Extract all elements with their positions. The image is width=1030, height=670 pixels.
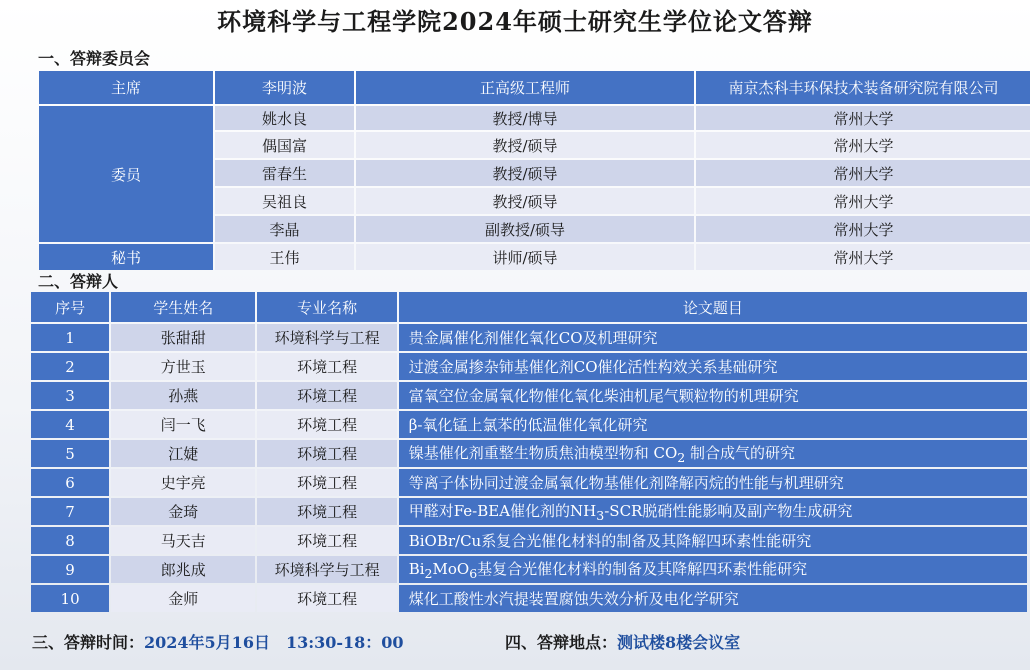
row-name: 孙燕	[111, 382, 255, 409]
row-major: 环境工程	[257, 469, 396, 496]
row-no: 3	[31, 382, 109, 409]
table-row	[31, 498, 1027, 525]
table-row	[31, 353, 1027, 380]
member-org: 常州大学	[696, 160, 1030, 186]
row-no: 2	[31, 353, 109, 380]
table-row	[31, 382, 1027, 409]
member-name: 偶国富	[215, 132, 354, 158]
table-row	[31, 411, 1027, 438]
chair-name: 李明波	[215, 71, 354, 104]
member-name: 李晶	[215, 216, 354, 242]
table-row	[31, 324, 1027, 351]
table-row	[31, 469, 1027, 496]
topic-subscript: 6	[469, 566, 478, 581]
row-name: 方世玉	[111, 353, 255, 380]
member-position: 教授/硕导	[356, 132, 694, 158]
member-position: 教授/硕导	[356, 188, 694, 214]
row-no: 8	[31, 527, 109, 554]
defenders-heading: 二、答辩人	[38, 272, 119, 291]
row-major: 环境工程	[257, 527, 396, 554]
secretary-name: 王伟	[215, 244, 354, 270]
member-name: 雷春生	[215, 160, 354, 186]
place-label: 四、答辩地点：	[505, 633, 618, 652]
row-topic: 过渡金属掺杂铈基催化剂CO催化活性构效关系基础研究	[399, 353, 1027, 380]
header-name: 学生姓名	[111, 292, 255, 322]
time-value: 2024年5月16日 13:30-18：00	[144, 633, 404, 652]
topic-subscript: 3	[596, 508, 605, 523]
member-row	[39, 106, 1030, 130]
time-label: 三、答辩时间：	[32, 633, 145, 652]
topic-text: 制合成气的研究	[685, 444, 795, 462]
chair-role: 主席	[39, 71, 213, 104]
topic-text: -SCR脱硝性能影响及副产物生成研究	[604, 502, 853, 520]
place-value: 测试楼8楼会议室	[617, 633, 741, 652]
row-topic: BiOBr/Cu系复合光催化材料的制备及其降解四环素性能研究	[399, 527, 1027, 554]
chair-row	[39, 71, 1030, 104]
member-position: 教授/硕导	[356, 160, 694, 186]
secretary-org: 常州大学	[696, 244, 1030, 270]
secretary-position: 讲师/硕导	[356, 244, 694, 270]
topic-subscript: 2	[424, 566, 433, 581]
row-topic	[399, 556, 1027, 583]
row-no: 1	[31, 324, 109, 351]
table-row	[31, 527, 1027, 554]
row-name: 郎兆成	[111, 556, 255, 583]
row-major: 环境工程	[257, 382, 396, 409]
member-name: 吴祖良	[215, 188, 354, 214]
row-name: 史宇亮	[111, 469, 255, 496]
chair-position: 正高级工程师	[356, 71, 694, 104]
topic-text: 甲醛对Fe-BEA催化剂的NH	[408, 502, 597, 520]
row-major: 环境工程	[257, 585, 396, 612]
member-position: 副教授/硕导	[356, 216, 694, 242]
topic-text: Bi	[408, 560, 425, 578]
chair-org: 南京杰科丰环保技术装备研究院有限公司	[696, 71, 1030, 104]
member-org: 常州大学	[696, 132, 1030, 158]
row-no: 7	[31, 498, 109, 525]
table-row	[31, 585, 1027, 612]
header-row	[31, 292, 1027, 322]
row-name: 江婕	[111, 440, 255, 467]
member-name: 姚水良	[215, 106, 354, 130]
header-topic: 论文题目	[399, 292, 1027, 322]
table-row	[31, 440, 1027, 467]
row-major: 环境工程	[257, 498, 396, 525]
row-no: 10	[31, 585, 109, 612]
row-name: 金琦	[111, 498, 255, 525]
topic-subscript: 2	[677, 450, 686, 465]
row-topic: 煤化工酸性水汽提装置腐蚀失效分析及电化学研究	[399, 585, 1027, 612]
secretary-role: 秘书	[39, 244, 213, 270]
committee-heading: 一、答辩委员会	[38, 49, 151, 68]
row-major: 环境工程	[257, 440, 396, 467]
row-major: 环境工程	[257, 411, 396, 438]
defenders-table	[29, 290, 1029, 614]
row-topic: 富氧空位金属氧化物催化氧化柴油机尾气颗粒物的机理研究	[399, 382, 1027, 409]
member-org: 常州大学	[696, 106, 1030, 130]
row-major: 环境科学与工程	[257, 324, 396, 351]
member-org: 常州大学	[696, 188, 1030, 214]
topic-text: MoO	[432, 560, 470, 578]
member-position: 教授/博导	[356, 106, 694, 130]
defense-time	[32, 630, 404, 653]
row-no: 4	[31, 411, 109, 438]
row-no: 5	[31, 440, 109, 467]
members-role: 委员	[39, 106, 213, 242]
topic-text: 基复合光催化材料的制备及其降解四环素性能研究	[477, 560, 808, 578]
row-name: 张甜甜	[111, 324, 255, 351]
row-topic	[399, 440, 1027, 467]
member-org: 常州大学	[696, 216, 1030, 242]
row-topic: β-氧化锰上氯苯的低温催化氧化研究	[399, 411, 1027, 438]
header-major: 专业名称	[257, 292, 396, 322]
committee-table	[37, 69, 1030, 272]
header-no: 序号	[31, 292, 109, 322]
defense-place	[505, 630, 740, 653]
row-topic: 贵金属催化剂催化氧化CO及机理研究	[399, 324, 1027, 351]
row-name: 马天吉	[111, 527, 255, 554]
secretary-row	[39, 244, 1030, 270]
row-topic: 等离子体协同过渡金属氧化物基催化剂降解丙烷的性能与机理研究	[399, 469, 1027, 496]
row-no: 6	[31, 469, 109, 496]
row-major: 环境工程	[257, 353, 396, 380]
row-no: 9	[31, 556, 109, 583]
row-name: 闫一飞	[111, 411, 255, 438]
page-title: 环境科学与工程学院2024年硕士研究生学位论文答辩	[217, 7, 813, 36]
table-row	[31, 556, 1027, 583]
row-name: 金师	[111, 585, 255, 612]
topic-text: 镍基催化剂重整生物质焦油模型物和 CO	[408, 444, 678, 462]
row-topic	[399, 498, 1027, 525]
row-major: 环境科学与工程	[257, 556, 396, 583]
